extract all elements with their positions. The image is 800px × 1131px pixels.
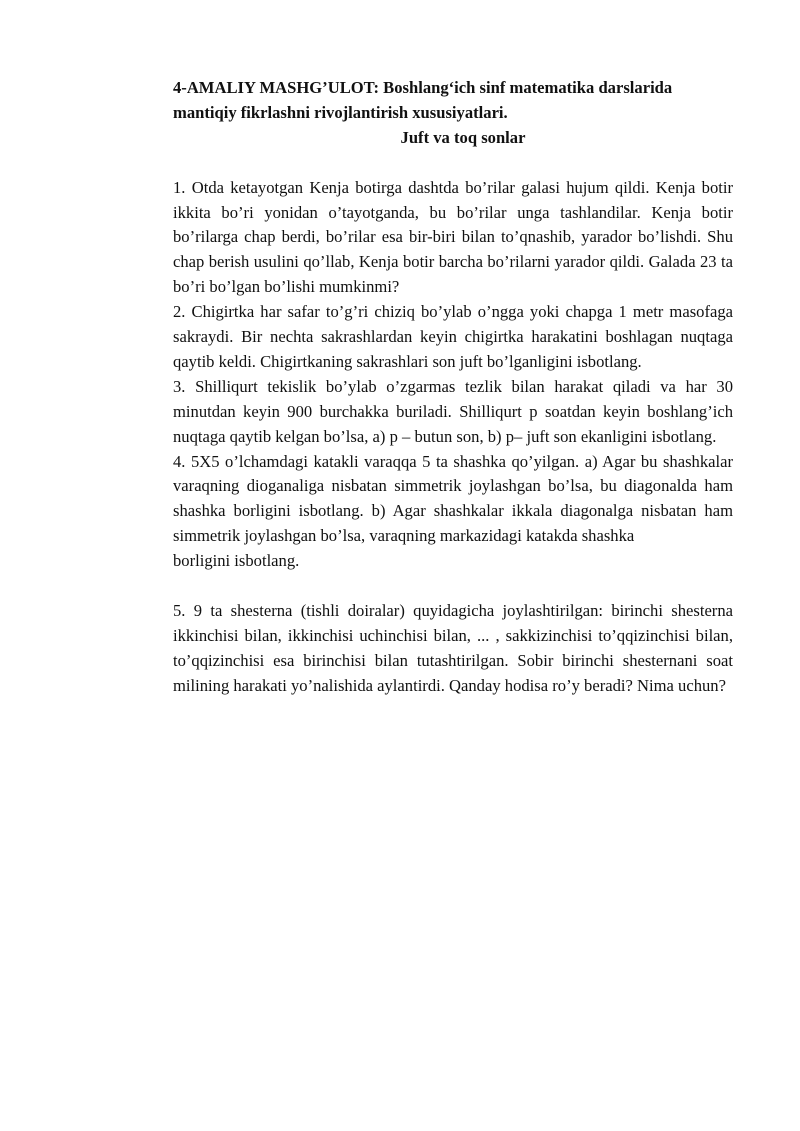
problem-1: 1. Otda ketayotgan Kenja botirga dashtda bo’rilar galasi hujum qildi. Kenja botir ikkita bo’ri yonidan o’tayotganda, bu bo’rilar unga tashlandilar. Kenja botir bo’rilarga chap berdi, bo’rilar esa bir-biri bilan to’qnashib, yarador bo’lishdi. Shu chap berish usulini qo’llab, Kenja botir barcha bo’rilarni yarador qildi. Galada 23 ta bo’ri bo’lgan bo’lishi mumkinmi? [173,177,733,297]
problem-4-continuation: borligini isbotlang. [173,551,300,571]
problem-2: 2. Chigirtka har safar to’g’ri chiziq bo’ylab o’ngga yoki chapga 1 metr masofaga sakraydi. Bir nechta sakrashlardan keyin chigirtka harakatini boshlagan nuqtaga qaytib keldi. Chigirtkaning sakrashlari son juft bo’lganligini isbotlang. [173,302,733,371]
problem-4: 4. 5X5 o’lchamdagi katakli varaqqa 5 ta shashka qo’yilgan. a) Agar bu shashkalar varaqning dioganaliga nisbatan simmetrik joylashgan bo’lsa, bu diagonalda ham shashka borligini isbotlang. b) Agar shashkalar ikkala diagonalga nisbatan ham simmetrik joylashgan bo’lsa, varaqning markazidagi katakda shashka [173,451,733,546]
problem-5: 5. 9 ta shesterna (tishli doiralar) quyidagicha joylashtirilgan: birinchi shesterna ikkinchisi bilan, ikkinchisi uchinchisi bilan, ... , sakkizinchisi to’qqizinchisi bilan, to’qqizinchisi esa birinchisi bilan tutashtirilgan. Sobir birinchi shesternani soat milining harakati yo’nalishida aylantirdi. Qanday hodisa ro’y beradi? Nima uchun? [173,601,733,695]
document-title: 4-AMALIY MASHG’ULOT: Boshlang‘ich sinf matematika darslarida mantiqiy fikrlashni rivojlantirish xususiyatlari. [173,78,673,122]
document-page [173,76,733,699]
document-subtitle: Juft va toq sonlar [400,127,526,147]
paragraph-spacer [173,574,733,599]
problem-3: 3. Shilliqurt tekislik bo’ylab o’zgarmas tezlik bilan harakat qiladi va har 30 minutdan keyin 900 burchakka buriladi. Shilliqurt p soatdan keyin boshlang’ich nuqtaga qaytib kelgan bo’lsa, a) p – butun son, b) p– juft son ekanligini isbotlang. [173,376,733,446]
